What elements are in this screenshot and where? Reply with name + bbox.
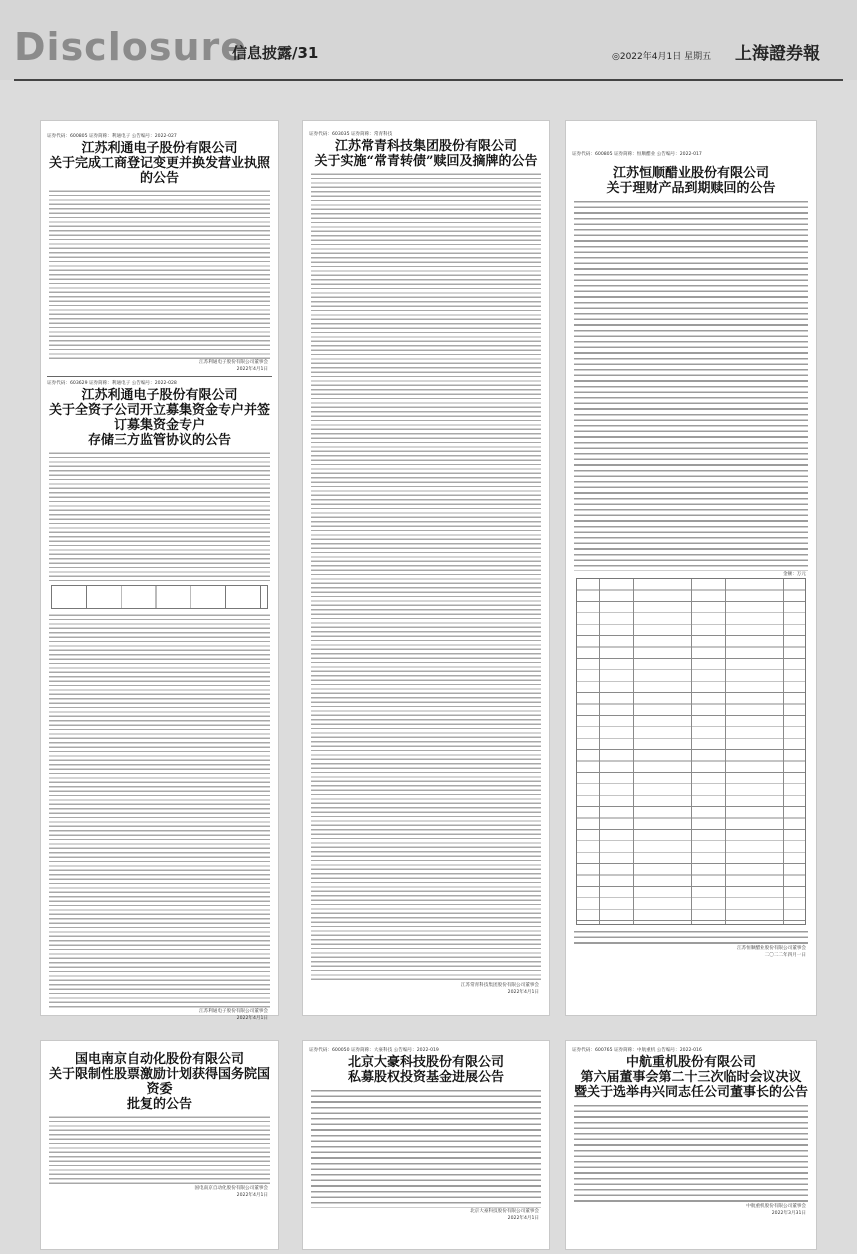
signature-date: 2022年3月31日 bbox=[771, 1211, 806, 1216]
panel-litong bbox=[40, 120, 279, 1021]
article-meta: 证券代码：603035 证券简称：常青科技 bbox=[309, 132, 393, 137]
signature: 江苏利通电子股份有限公司董事会 bbox=[199, 360, 268, 365]
body-text bbox=[574, 199, 808, 571]
article-title bbox=[47, 141, 272, 186]
panel-hengshun bbox=[565, 120, 817, 1016]
title-line: 江苏常青科技集团股份有限公司 bbox=[334, 139, 517, 154]
signature: 江苏利通电子股份有限公司董事会 bbox=[199, 1009, 268, 1014]
article-meta: 证券代码：603629 证券简称：利通电子 公告编号：2022-028 bbox=[47, 381, 177, 386]
newspaper-brand: 上海證券報 bbox=[735, 44, 820, 64]
title-line: 北京大豪科技股份有限公司 bbox=[347, 1055, 504, 1070]
panel-changqing bbox=[302, 120, 550, 1016]
body-text bbox=[49, 451, 270, 581]
body-text bbox=[49, 613, 270, 1008]
article-dahao-fund bbox=[303, 1041, 549, 1222]
body-text bbox=[49, 189, 270, 359]
signature-date: 2022年4月1日 bbox=[236, 1016, 268, 1021]
title-line: 关于理财产品到期赎回的公告 bbox=[606, 181, 776, 196]
article-meta: 证券代码：600765 证券简称：中航重机 公告编号：2022-016 bbox=[572, 1048, 702, 1053]
wealth-product-table bbox=[576, 578, 806, 925]
account-table bbox=[51, 585, 268, 609]
article-litong-custody bbox=[41, 380, 278, 1022]
section-title: 信息披露/31 bbox=[232, 44, 319, 62]
title-line: 关于实施“常青转债”赎回及摘牌的公告 bbox=[314, 154, 538, 169]
title-line: 关于限制性股票激励计划获得国务院国资委 bbox=[48, 1067, 270, 1097]
signature: 江苏恒顺醋业股份有限公司董事会 bbox=[737, 946, 806, 951]
article-hengshun-redemption bbox=[566, 121, 816, 959]
title-line: 存储三方监管协议的公告 bbox=[87, 433, 231, 448]
article-title bbox=[309, 1055, 543, 1085]
body-text bbox=[311, 1088, 541, 1208]
article-changqing-redemption bbox=[303, 121, 549, 996]
article-zhonghang-board bbox=[566, 1041, 816, 1217]
article-title bbox=[572, 1055, 810, 1100]
body-text bbox=[574, 929, 808, 945]
article-meta: 证券代码：600050 证券简称：大豪科技 公告编号：2022-019 bbox=[309, 1048, 439, 1053]
title-line: 中航重机股份有限公司 bbox=[625, 1055, 756, 1070]
panel-zhonghang bbox=[565, 1040, 817, 1250]
masthead-rule bbox=[14, 79, 843, 81]
title-line: 江苏利通电子股份有限公司 bbox=[81, 141, 238, 156]
title-line: 私募股权投资基金进展公告 bbox=[347, 1070, 504, 1085]
panel-dahao bbox=[302, 1040, 550, 1250]
signature: 国电南京自动化股份有限公司董事会 bbox=[194, 1186, 268, 1191]
disclosure-logo: Disclosure bbox=[14, 25, 248, 69]
title-line: 暨关于选举冉兴同志任公司董事长的公告 bbox=[573, 1085, 808, 1100]
body-text bbox=[574, 1103, 808, 1203]
article-title bbox=[47, 1052, 272, 1112]
article-divider bbox=[47, 376, 272, 377]
body-text bbox=[311, 172, 541, 982]
title-line: 第六届董事会第二十三次临时会议决议 bbox=[580, 1070, 802, 1085]
title-line: 江苏利通电子股份有限公司 bbox=[81, 388, 238, 403]
article-title bbox=[572, 166, 810, 196]
title-line: 国电南京自动化股份有限公司 bbox=[74, 1052, 244, 1067]
signature-date: 2022年4月1日 bbox=[236, 367, 268, 372]
signature-date: 2022年4月1日 bbox=[507, 1216, 539, 1221]
signature-date: 2022年4月1日 bbox=[236, 1193, 268, 1198]
article-guodian-incentive bbox=[41, 1041, 278, 1199]
masthead bbox=[0, 0, 857, 80]
title-line: 批复的公告 bbox=[126, 1097, 192, 1112]
signature-date: 2022年4月1日 bbox=[507, 990, 539, 995]
signature: 中航重机股份有限公司董事会 bbox=[746, 1204, 806, 1209]
signature: 北京大豪科技股份有限公司董事会 bbox=[470, 1209, 539, 1214]
signature-date: 二〇二二年四月一日 bbox=[764, 953, 806, 958]
title-line: 江苏恒顺醋业股份有限公司 bbox=[612, 166, 769, 181]
title-line: 关于全资子公司开立募集资金专户并签订募集资金专户 bbox=[48, 403, 270, 433]
article-meta: 证券代码：600805 证券简称：利通电子 公告编号：2022-027 bbox=[47, 134, 177, 139]
panel-guodian bbox=[40, 1040, 279, 1250]
body-text bbox=[49, 1115, 270, 1185]
issue-date: ◎2022年4月1日 星期五 bbox=[612, 52, 712, 62]
article-meta: 证券代码：600805 证券简称：恒顺醋业 公告编号：2022-017 bbox=[572, 152, 702, 157]
signature: 江苏常青科技集团股份有限公司董事会 bbox=[460, 983, 539, 988]
title-line: 关于完成工商登记变更并换发营业执照的公告 bbox=[48, 156, 270, 186]
article-title bbox=[47, 388, 272, 448]
article-title bbox=[309, 139, 543, 169]
article-litong-registration bbox=[41, 121, 278, 373]
table-unit: 金额：万元 bbox=[783, 572, 806, 577]
